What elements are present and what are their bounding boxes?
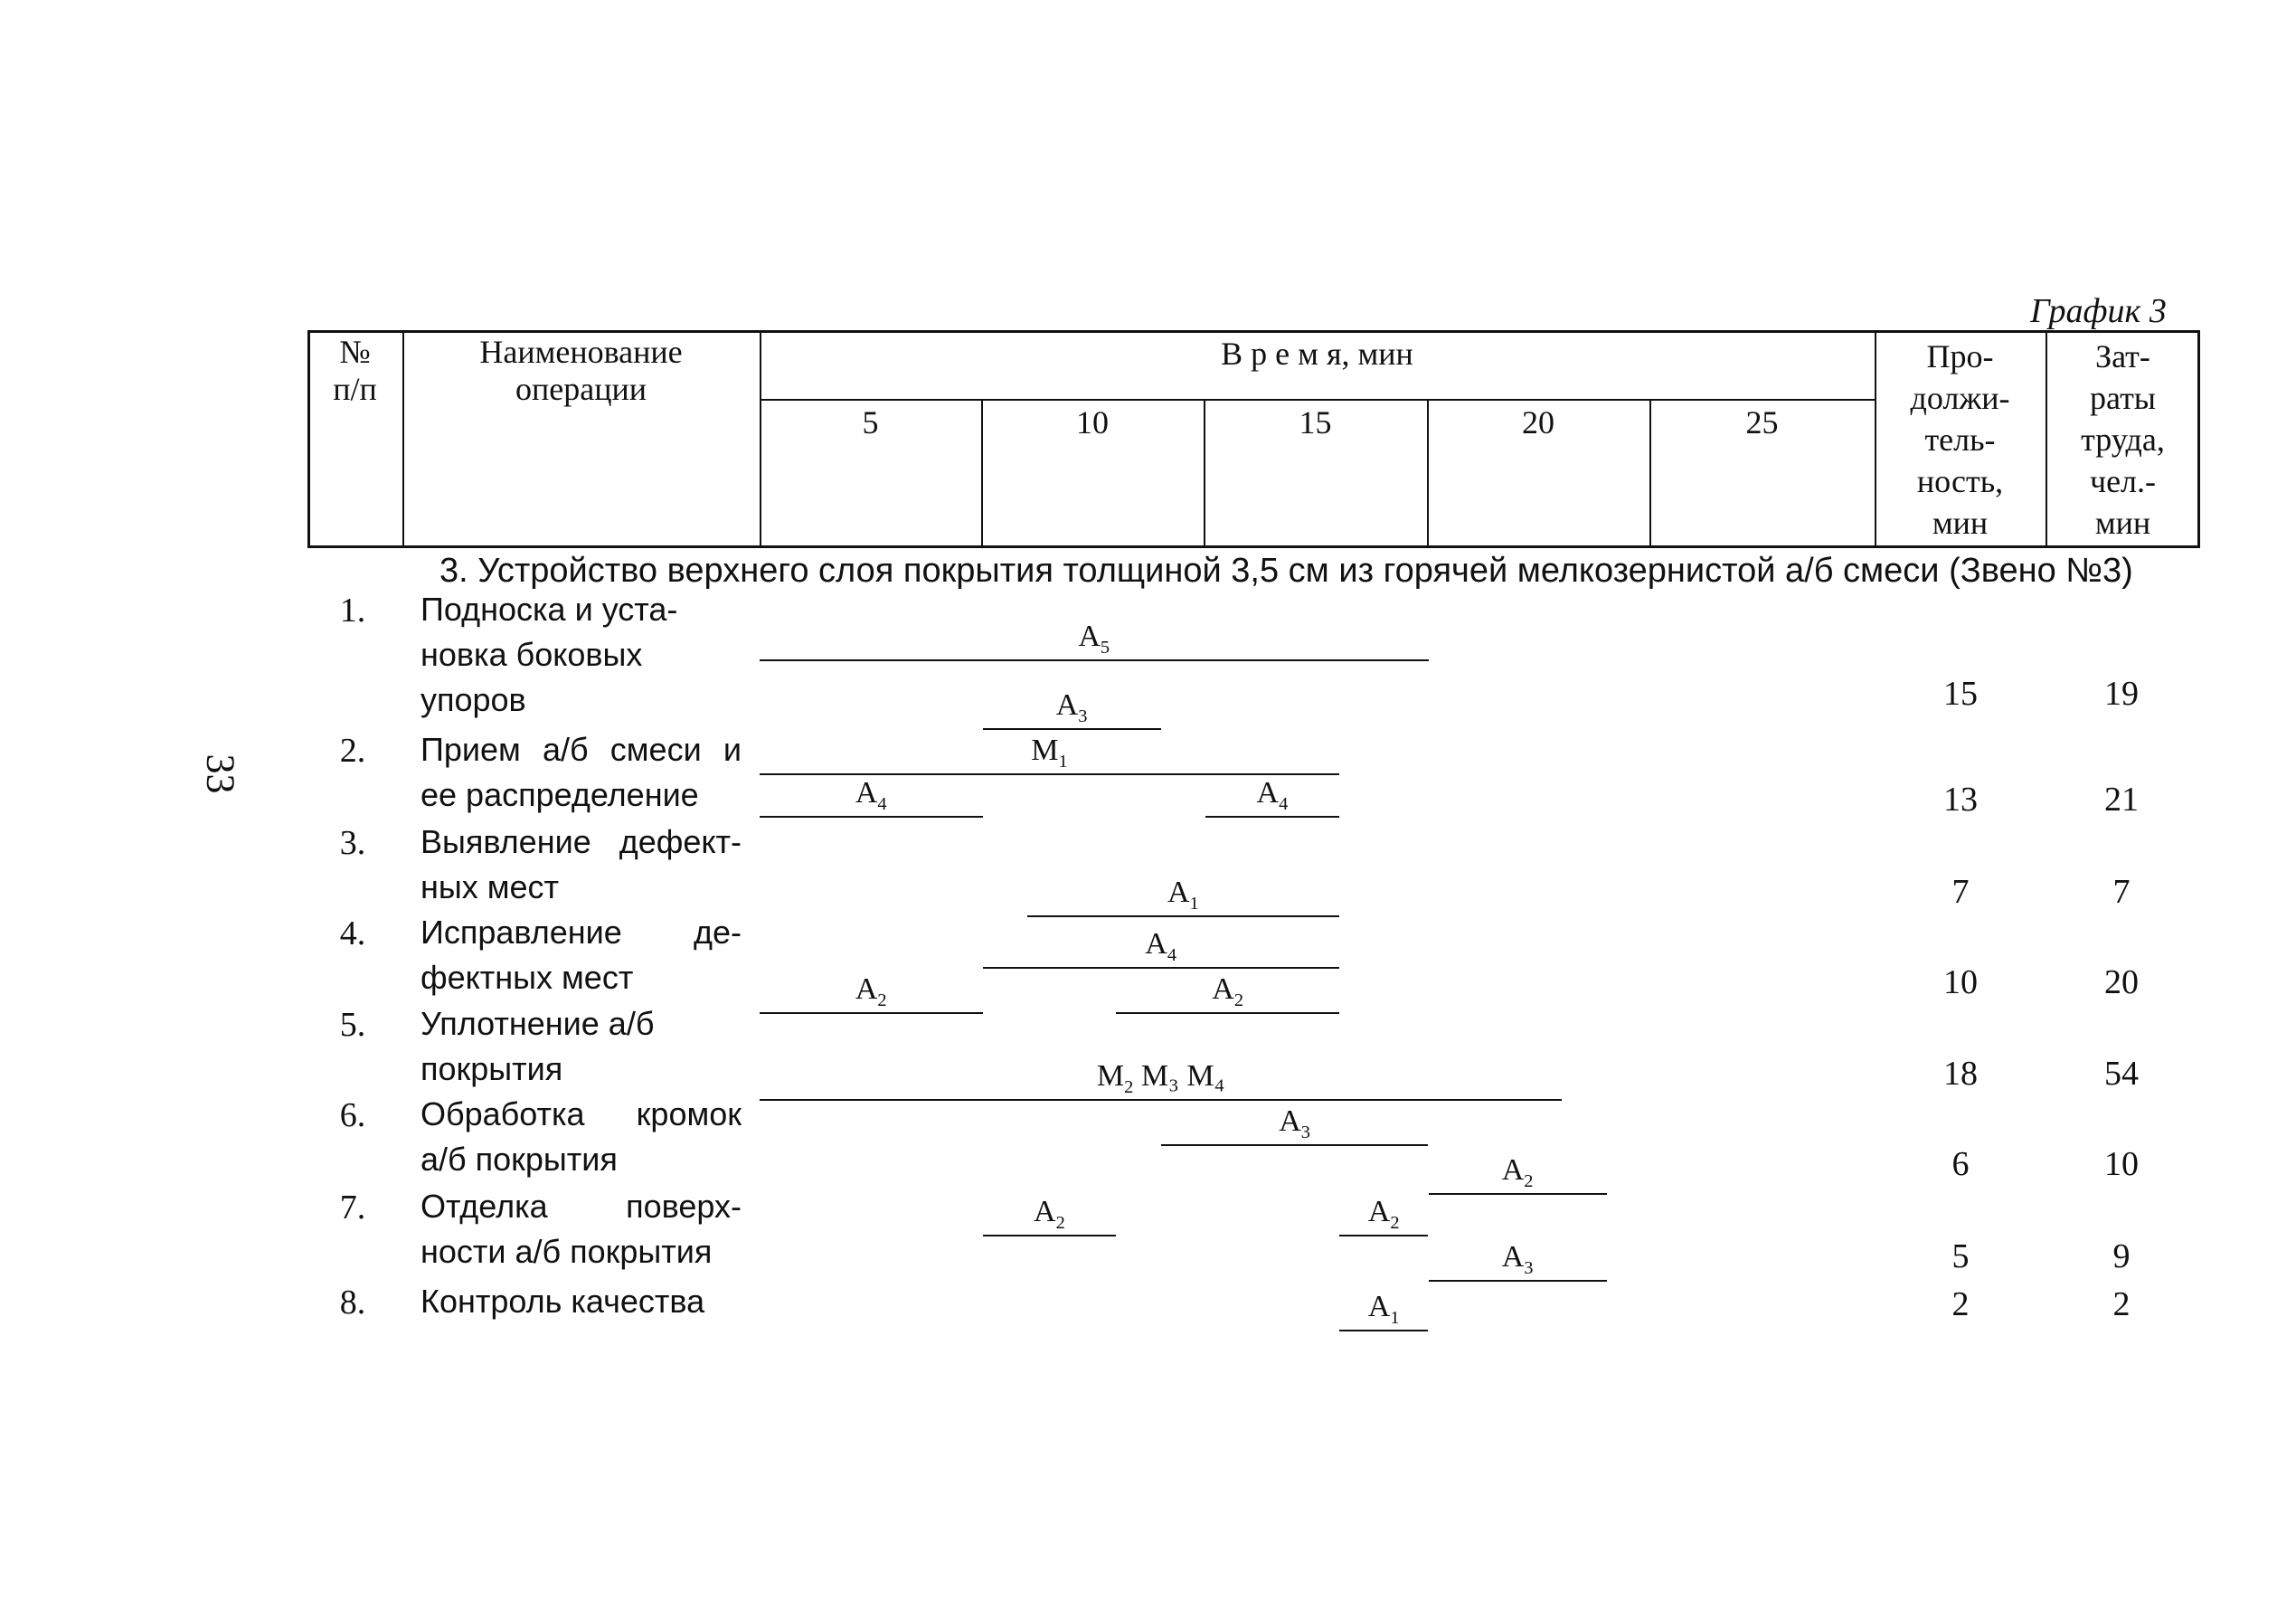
gantt-bar [1429, 1280, 1607, 1282]
operation-name [420, 910, 742, 1000]
header-name-line: операции [515, 371, 647, 408]
resource-index: 4 [1279, 793, 1289, 814]
operation-name-line: фектных мест [420, 959, 634, 996]
gantt-bar-label [1212, 972, 1243, 1011]
operation-name-line: Исправление де- [420, 914, 742, 951]
gantt-bar-label [1502, 1240, 1534, 1279]
section-title: 3. Устройство верхнего слоя покрытия толщиной 3,5 см из горячей мелкозернистой а/б смеси (Звено №3) [439, 552, 2133, 590]
page-number: 33 [198, 753, 243, 794]
resource-index: 3 [1524, 1257, 1534, 1278]
resource-index: 1 [1390, 1307, 1400, 1328]
gantt-bar-label [1034, 1195, 1065, 1234]
time-subdivider [760, 399, 1875, 401]
gantt-bar-label [1257, 776, 1289, 815]
labor-value: 54 [2104, 1055, 2139, 1093]
resource-index: 4 [1167, 944, 1177, 965]
resource-code: A [1501, 1153, 1525, 1187]
row-number: 3. [339, 824, 366, 862]
operation-name [420, 1001, 742, 1092]
gantt-bar [1429, 1193, 1607, 1195]
header-num-line: п/п [333, 371, 377, 408]
gantt-bar [1027, 915, 1339, 917]
labor-value: 2 [2112, 1285, 2131, 1323]
schedule-table-header [307, 330, 2200, 548]
resource-code: A [1367, 1290, 1391, 1323]
resource-index: 1 [1058, 751, 1068, 772]
gantt-bar-label [1368, 1290, 1400, 1329]
gantt-bar [983, 967, 1339, 969]
operation-name-line: а/б покрытия [420, 1141, 618, 1178]
resource-code: M [1096, 1059, 1125, 1093]
header-duration [1875, 336, 2046, 544]
tick-label: 10 [1076, 404, 1109, 441]
duration-value: 18 [1943, 1055, 1978, 1093]
gantt-bar-label [1145, 927, 1176, 966]
operation-name-line: Обработка кромок [420, 1095, 742, 1132]
gantt-bar [760, 1099, 1562, 1101]
gantt-bar-label [855, 776, 887, 815]
tick-label: 15 [1299, 404, 1332, 441]
header-name [402, 334, 760, 409]
duration-value: 7 [1951, 873, 1970, 911]
resource-index: 2 [1524, 1170, 1534, 1191]
tick-label: 20 [1522, 404, 1554, 441]
duration-value: 5 [1951, 1237, 1970, 1275]
gantt-bar [760, 773, 1339, 775]
operation-name-line: Прием а/б смеси и [420, 731, 742, 768]
header-time: В р е м я, мин [1221, 336, 1413, 372]
graph-label: График 3 [2030, 292, 2167, 330]
resource-extra: M₃ M₄ [1133, 1059, 1225, 1093]
resource-code: A [1367, 1195, 1391, 1228]
header-duration-line: мин [1932, 505, 1989, 541]
gantt-bar-label [855, 972, 887, 1011]
resource-index: 3 [1078, 706, 1088, 726]
labor-value: 21 [2104, 781, 2139, 819]
row-number: 7. [339, 1189, 366, 1227]
gantt-bar [760, 1012, 983, 1014]
labor-value: 7 [2112, 873, 2131, 911]
resource-code: A [1167, 876, 1190, 909]
operation-name-line: упоров [420, 681, 526, 718]
duration-value: 2 [1951, 1285, 1970, 1323]
operation-name [420, 1184, 742, 1274]
gantt-bar [983, 1235, 1117, 1236]
labor-value: 10 [2104, 1145, 2139, 1183]
labor-value: 9 [2112, 1237, 2131, 1275]
resource-code: A [1256, 776, 1280, 810]
tick-label: 5 [862, 404, 879, 441]
gantt-bar-label [1368, 1195, 1400, 1234]
tick-label: 25 [1745, 404, 1779, 441]
operation-name-line: новка боковых [420, 636, 643, 673]
labor-value: 19 [2104, 675, 2139, 713]
row-number: 5. [339, 1006, 366, 1044]
duration-value: 15 [1943, 675, 1978, 713]
operation-name-line: Выявление дефект- [420, 823, 742, 860]
header-duration-line: Про- [1926, 338, 1994, 374]
operation-name-line: ности а/б покрытия [420, 1233, 713, 1270]
gantt-bar [760, 816, 983, 818]
gantt-bar [1116, 1012, 1339, 1014]
resource-code: A [1034, 1195, 1056, 1228]
operation-name-line: ее распределение [420, 776, 699, 813]
row-number: 2. [339, 732, 366, 770]
gantt-bar-label [1031, 734, 1067, 772]
resource-code: M [1031, 734, 1059, 767]
resource-index: 2 [877, 990, 887, 1010]
header-duration-line: тель- [1924, 422, 1996, 458]
header-labor-line: труда, [2081, 422, 2165, 458]
duration-value: 6 [1951, 1145, 1970, 1183]
resource-code: A [1279, 1104, 1301, 1138]
resource-index: 3 [1300, 1122, 1310, 1142]
gantt-bar [760, 659, 1429, 661]
gantt-bar [1339, 1330, 1429, 1331]
operation-name [420, 819, 742, 910]
gantt-bar [1339, 1235, 1429, 1236]
resource-code: A [1145, 927, 1167, 961]
operation-name-line: покрытия [420, 1050, 563, 1087]
operation-name [420, 1279, 742, 1324]
header-name-line: Наименование [479, 334, 683, 370]
header-duration-line: должи- [1910, 380, 2010, 416]
gantt-bar [1161, 1144, 1429, 1146]
duration-value: 10 [1943, 963, 1978, 1001]
header-labor [2046, 336, 2200, 544]
resource-code: A [1212, 972, 1234, 1006]
operation-name [420, 1092, 742, 1182]
resource-code: A [1078, 620, 1101, 653]
resource-index: 5 [1100, 637, 1110, 658]
operation-name-line: Отделка поверх- [420, 1188, 742, 1225]
header-num [307, 334, 402, 409]
row-number: 4. [339, 914, 366, 952]
header-labor-line: чел.- [2089, 463, 2157, 499]
resource-index: 2 [1124, 1076, 1134, 1097]
duration-value: 13 [1943, 781, 1978, 819]
header-labor-line: раты [2090, 380, 2156, 416]
resource-code: A [855, 972, 878, 1006]
header-num-line: № [339, 334, 371, 370]
gantt-bar-label [1279, 1104, 1310, 1143]
resource-code: A [855, 776, 878, 810]
gantt-bar-label [1167, 876, 1199, 914]
resource-index: 2 [1233, 990, 1244, 1010]
gantt-bar-label [1078, 620, 1110, 658]
resource-index: 2 [1055, 1212, 1065, 1233]
header-labor-line: Зат- [2095, 338, 2150, 374]
row-number: 8. [339, 1284, 366, 1322]
gantt-bar-label [1097, 1059, 1225, 1098]
operation-name-line: Подноска и уста- [420, 591, 678, 628]
gantt-bar-label [1502, 1153, 1534, 1192]
gantt-bar [1205, 816, 1339, 818]
gantt-bar [983, 728, 1161, 730]
row-number: 6. [339, 1096, 366, 1134]
labor-value: 20 [2104, 963, 2139, 1001]
operation-name-line: Контроль качества [420, 1283, 705, 1320]
operation-name-line: ных мест [420, 868, 560, 905]
row-number: 1. [339, 592, 366, 630]
resource-code: A [1055, 688, 1079, 722]
header-labor-line: мин [2094, 505, 2151, 541]
resource-code: A [1501, 1240, 1525, 1274]
operation-name-line: Уплотнение а/б [420, 1005, 655, 1042]
resource-index: 4 [877, 793, 887, 814]
resource-index: 2 [1390, 1212, 1400, 1233]
operation-name [420, 587, 742, 723]
resource-index: 1 [1189, 893, 1199, 914]
gantt-bar-label [1056, 688, 1088, 727]
header-duration-line: ность, [1916, 463, 2004, 499]
operation-name [420, 727, 742, 818]
